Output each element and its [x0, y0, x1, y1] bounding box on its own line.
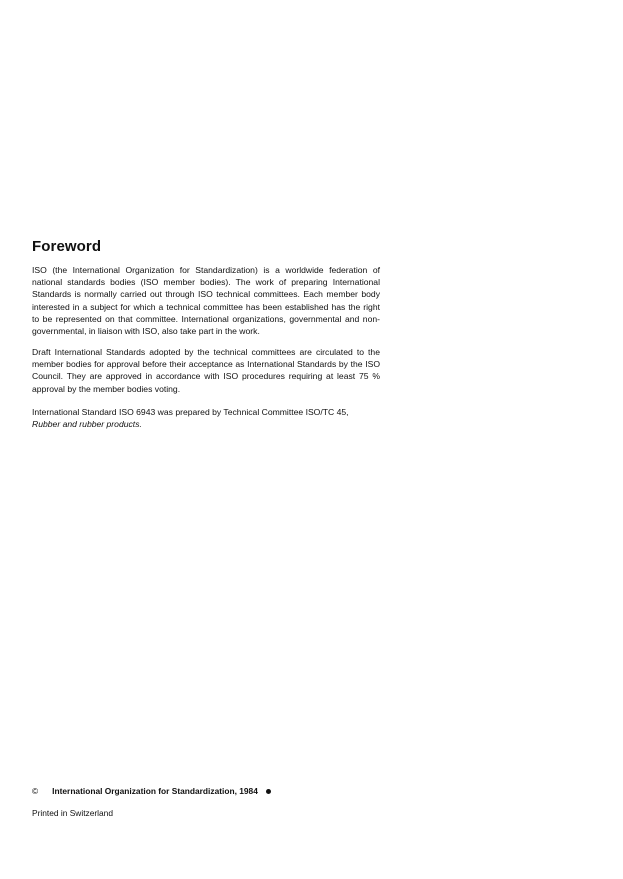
page-title: Foreword: [32, 238, 102, 255]
committee-title: Rubber and rubber products.: [32, 419, 142, 430]
foreword-paragraph-1: ISO (the International Organization for Standardization) is a worldwide federation of national standards bodies (ISO member bodies). The work of preparing International Standards is normally carried out through ISO technical committees. Each member body interested in a subject for which a technical committee has been established has the right to be represented on that committee. International organizations, governmental and non-governmental, in liaison with ISO, also take part in the work.: [32, 265, 380, 337]
foreword-paragraph-3: [32, 406, 380, 430]
copyright-line: [32, 786, 271, 796]
printed-location: Printed in Switzerland: [32, 808, 113, 818]
bullet-dot-icon: [266, 789, 271, 794]
foreword-paragraph-2: Draft International Standards adopted by the technical committees are circulated to the member bodies for approval before their acceptance as International Standards by the ISO Council. They are approved in accordance with ISO procedures requiring at least 75 % approval by the member bodies voting.: [32, 347, 380, 394]
copyright-text: International Organization for Standardization, 1984: [52, 786, 258, 796]
standard-preparation-text: International Standard ISO 6943 was prepared by Technical Committee ISO/TC 45,: [32, 407, 349, 417]
copyright-icon: ©: [32, 786, 39, 796]
